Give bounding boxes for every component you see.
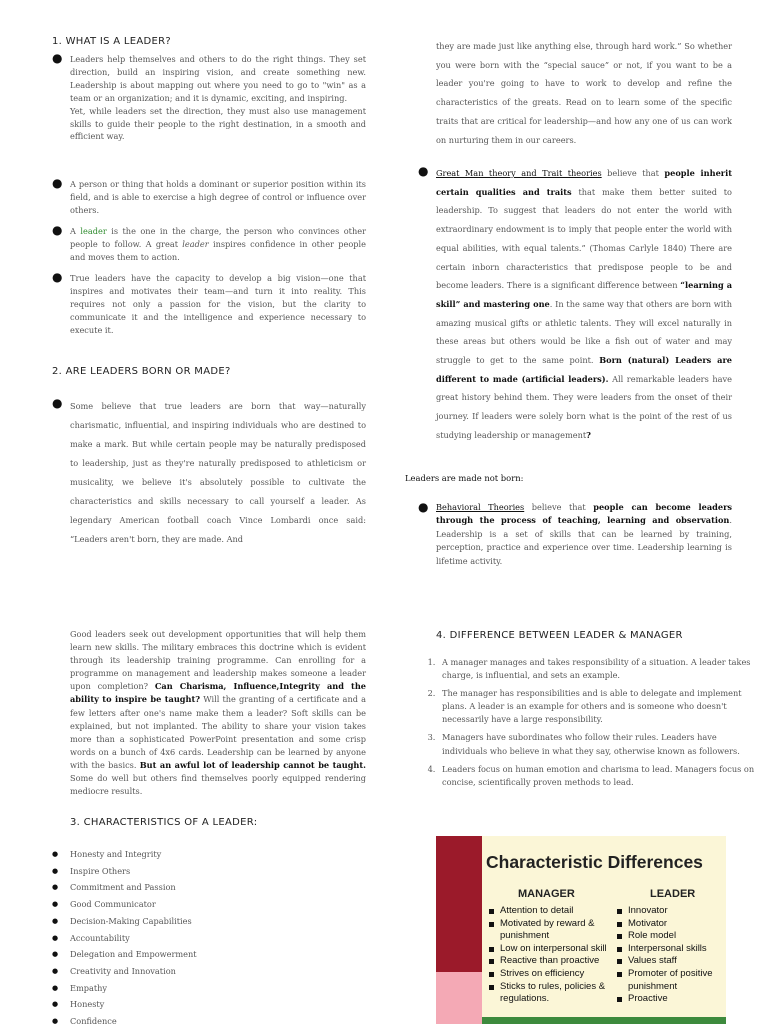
bullet: ● [52,51,63,65]
bold-text: people inherit certain qualities and traits [436,168,732,197]
list-item: Low on interpersonal skill [488,943,638,956]
section1-bullet-1-p1: Leaders help themselves and others to do the right things. They set direction, build an inspiring vision, and create something new. Leadership is about mapping out where you need to go to "win" as a team or an organization; and it is dynamic, exciting, and inspiring. [70,54,366,103]
list-item: Strives on efficiency [488,968,638,981]
list-item: ● Empathy [52,980,197,997]
bullet: ● [418,164,429,178]
list-item: Attention to detail [488,905,638,918]
list-item: ● Decision-Making Capabilities [52,913,197,930]
bullet: ● [52,176,63,190]
bold-text: Born (natural) Leaders are different to made (artificial leaders). [436,355,733,384]
good-leaders-paragraph [70,628,366,798]
text: . Leadership is a set of skills that can be learned by training, perception, practice and experience over time. Leadership learning is lifetime activity. [436,515,732,566]
list-item: Promoter of positive punishment [616,968,724,993]
figure-title: Characteristic Differences [486,852,703,872]
list-item: 3. Managers have subordinates who follow their rules. Leaders have individuals who believe in what they say, otherwise known as followers. [438,731,756,757]
leader-link[interactable]: leader [80,226,107,236]
text: believe that [601,168,665,178]
section1-bullet-4: True leaders have the capacity to develop a big vision—one that inspires and motivates their team—and turn it into reality. This requires not only a passion for the vision, but the clarity to communicate it and the intelligence and experience necessary to execute it. [70,273,366,335]
list-item: Reactive than proactive [488,955,638,968]
list-item: 1. A manager manages and takes responsibility of a situation. A leader takes charge, is influential, and sets an example. [438,656,756,682]
bullet: ● [52,396,63,410]
section3-heading: 3. CHARACTERISTICS OF A LEADER: [70,817,258,828]
section1-heading: 1. WHAT IS A LEADER? [52,36,171,47]
list-item: ● Creativity and Innovation [52,963,197,980]
leaders-made-heading: Leaders are made not born: [405,473,524,483]
list-item: ● Confidence [52,1013,197,1030]
section1-bullet-2: A person or thing that holds a dominant or superior position within its field, and is able to exercise a high degree of control or influence over others. [70,179,366,215]
section1-bullet-1 [70,53,366,143]
bold-text: But an awful lot of leadership cannot be taught. [139,759,367,770]
text: All remarkable leaders have great history behind them. They were leaders from the onset of their journey. If leaders were solely born what is the point of the rest of us studying leadership or management [436,373,732,440]
behavioral-theories-label: Behavioral Theories [436,502,525,512]
list-item: ● Honesty and Integrity [52,846,197,863]
section2-heading: 2. ARE LEADERS BORN OR MADE? [52,366,231,377]
section4-heading: 4. DIFFERENCE BETWEEN LEADER & MANAGER [436,630,683,641]
manager-header: MANAGER [518,888,575,900]
section1-bullet-1-p2: Yet, while leaders set the direction, they must also use management skills to guide their people to the right destination, in a smooth and efficient way. [70,105,366,142]
pink-band [436,972,482,1024]
text: that make them better suited to leadership. To suggest that leaders do not enter the world with extraordinary endowment is to imply that people enter the world with equal abilities, with equal talents.” (Thomas Carlyle 1840) There are certain inborn characteristics that predispose people to be and become leaders. There is a significant difference between [436,186,732,291]
difference-list [413,656,756,794]
text: is the one in the charge, the person who convinces other people to follow. A great [70,226,367,249]
bold-text: Can Charisma, Influence,Integrity and the ability to inspire be taught? [70,681,366,705]
list-item: Sticks to rules, policies & regulations. [488,981,638,1006]
great-man-theory-label: Great Man theory and Trait theories [436,168,602,178]
great-man-theory-paragraph [436,164,732,445]
red-band [436,836,482,972]
text: inspires confidence in other people and moves them to action. [70,238,366,262]
bullet: ● [418,500,429,514]
characteristics-list [52,846,197,1030]
characteristic-differences-figure [436,836,726,1024]
leader-header: LEADER [650,888,696,900]
section1-bullet-3 [70,225,366,264]
bullet: ● [52,223,63,237]
list-item: 4. Leaders focus on human emotion and charisma to lead. Managers focus on concise, scientifically proven methods to lead. [438,763,756,789]
text: Some do well but others find themselves poorly equipped rendering mediocre results. [70,773,366,797]
bold-text: people can become leaders through the process of teaching, learning and observation [436,502,733,526]
text: . In the same way that others are born with amazing musical gifts or athletic talents. They will excel naturally in these areas but others would be like a fish out of water and may struggle to get to the same point. [436,298,732,366]
bold-text: “learning a skill” and mastering one [436,280,733,309]
text: believe that [524,502,594,512]
bold-text: ? [586,429,591,440]
list-item: ● Accountability [52,930,197,947]
list-item: ● Honesty [52,996,197,1013]
list-item: Innovator [616,905,724,918]
bullet: ● [52,270,63,284]
leader-list [616,905,724,1006]
list-item: ● Commitment and Passion [52,879,197,896]
green-band [482,1017,726,1024]
text: A [70,226,81,236]
list-item: Values staff [616,955,724,968]
text: Will the granting of a certificate and a few letters after one's name make them a leader? Soft skills can be explained, but not implanted. The ability to share your vision takes more than a sophisticated PowerPoint presentation and some crisp words on a bunch of 4x6 cards. Leadership can be learned by anyone with the basics. [70,694,366,770]
list-item: ● Delegation and Empowerment [52,946,197,963]
list-item: ● Good Communicator [52,896,197,913]
list-item: Interpersonal skills [616,943,724,956]
section2-bullet-1: Some believe that true leaders are born that way—naturally charismatic, influential, and inspiring individuals who are destined to make a mark. But while certain people may be naturally predisposed to leadership, just as they're naturally predisposed to athleticism or musicality, we believe it's absolutely possible to cultivate the characteristics and skills necessary to call yourself a leader. As legendary American football coach Vince Lombardi once said: “Leaders aren't born, they are made. And [70,401,366,544]
list-item: Motivated by reward & punishment [488,918,638,943]
list-item: Role model [616,930,724,943]
text: Good leaders seek out development opportunities that will help them learn new skills. The military embraces this doctrine which is evident through its leadership training programme. Can enrolling for a programme on management and leadership makes someone a leader upon completion? [70,629,366,692]
behavioral-theories-paragraph [436,501,732,568]
leader-term: leader [182,238,209,249]
list-item: 2. The manager has responsibilities and is able to delegate and implement plans. A leader is an example for others and is someone who doesn't necessarily have a large responsibility. [438,687,756,726]
section2-continuation: they are made just like anything else, through hard work.” So whether you were born with the “special sauce” or not, if you want to be a leader you're going to have to work to develop and refine the characteristics of the greats. Read on to learn some of the specific traits that are critical for leadership—and how any one of us can work on nurturing them in our careers. [436,41,732,145]
list-item: Motivator [616,918,724,931]
list-item: ● Inspire Others [52,863,197,880]
list-item: Proactive [616,993,724,1006]
